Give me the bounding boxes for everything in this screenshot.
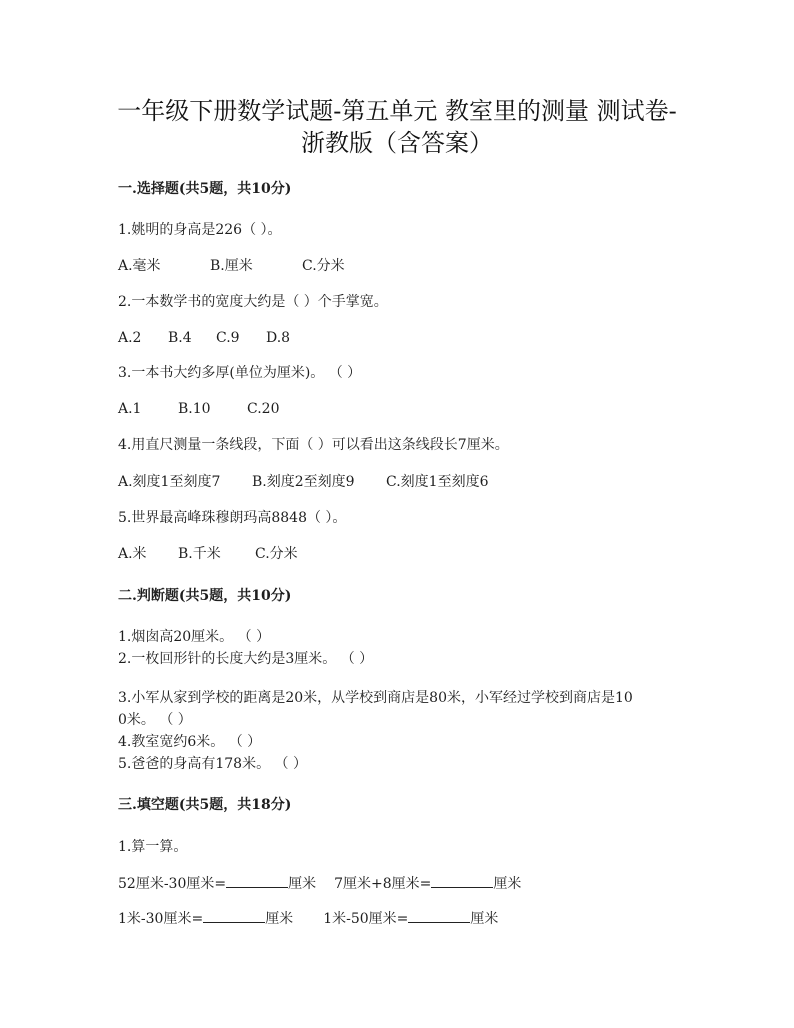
option-c: C.分米 xyxy=(255,546,298,562)
judge-item: 4.教室宽约6米。 （ ） xyxy=(118,734,262,750)
question-text: 5.世界最高峰珠穆朗玛高8848（ ）。 xyxy=(118,510,347,526)
answer-blank[interactable] xyxy=(203,908,265,923)
option-b: B.4 xyxy=(168,330,192,346)
judge-item-continued: 0米。 （ ） xyxy=(118,712,192,728)
fill-row xyxy=(118,908,498,928)
expression: 52厘米-30厘米= xyxy=(118,876,227,892)
question-text: 4.用直尺测量一条线段，下面（ ）可以看出这条线段长7厘米。 xyxy=(118,437,509,453)
answer-blank[interactable] xyxy=(226,873,288,888)
unit-label: 厘米 xyxy=(470,911,499,927)
option-b: B.千米 xyxy=(178,546,221,562)
options-row xyxy=(118,329,290,347)
judge-item: 5.爸爸的身高有178米。 （ ） xyxy=(118,756,307,772)
option-b: B.10 xyxy=(178,401,211,417)
judge-item: 2.一枚回形针的长度大约是3厘米。 （ ） xyxy=(118,651,374,667)
page-title-line1: 一年级下册数学试题-第五单元 教室里的测量 测试卷- xyxy=(117,97,677,125)
options-row xyxy=(118,400,279,418)
fill-question: 1.算一算。 xyxy=(118,839,188,855)
option-c: C.刻度1至刻度6 xyxy=(386,474,489,490)
answer-blank[interactable] xyxy=(431,873,493,888)
answer-blank[interactable] xyxy=(408,908,470,923)
expression: 1米-50厘米= xyxy=(323,911,409,927)
question-text: 1.姚明的身高是226（ ）。 xyxy=(118,222,282,238)
options-row xyxy=(118,473,488,491)
judge-item: 1.烟囱高20厘米。 （ ） xyxy=(118,629,271,645)
option-c: C.分米 xyxy=(302,258,345,274)
option-b: B.刻度2至刻度9 xyxy=(252,474,355,490)
option-a: A.毫米 xyxy=(118,258,161,274)
section-heading-judge: 二.判断题(共5题，共10分) xyxy=(118,588,292,604)
unit-label: 厘米 xyxy=(493,876,522,892)
option-b: B.厘米 xyxy=(210,258,253,274)
option-a: A.1 xyxy=(118,401,142,417)
unit-label: 厘米 xyxy=(265,911,294,927)
fill-row xyxy=(118,873,521,893)
option-a: A.刻度1至刻度7 xyxy=(118,474,221,490)
option-c: C.20 xyxy=(247,401,280,417)
question-text: 2.一本数学书的宽度大约是（ ）个手掌宽。 xyxy=(118,294,388,310)
option-d: D.8 xyxy=(266,330,291,346)
section-heading-choice: 一.选择题(共5题，共10分) xyxy=(118,181,292,197)
expression: 1米-30厘米= xyxy=(118,911,204,927)
options-row xyxy=(118,545,298,563)
option-a: A.2 xyxy=(118,330,142,346)
section-heading-fill: 三.填空题(共5题，共18分) xyxy=(118,797,292,813)
unit-label: 厘米 xyxy=(288,876,317,892)
question-text: 3.一本书大约多厚(单位为厘米)。 （ ） xyxy=(118,365,362,381)
option-a: A.米 xyxy=(118,546,147,562)
options-row xyxy=(118,257,345,275)
page-title-line2: 浙教版（含答案） xyxy=(301,129,493,157)
judge-item: 3.小军从家到学校的距离是20米，从学校到商店是80米，小军经过学校到商店是10 xyxy=(118,690,633,706)
option-c: C.9 xyxy=(216,330,240,346)
expression: 7厘米+8厘米= xyxy=(334,876,432,892)
